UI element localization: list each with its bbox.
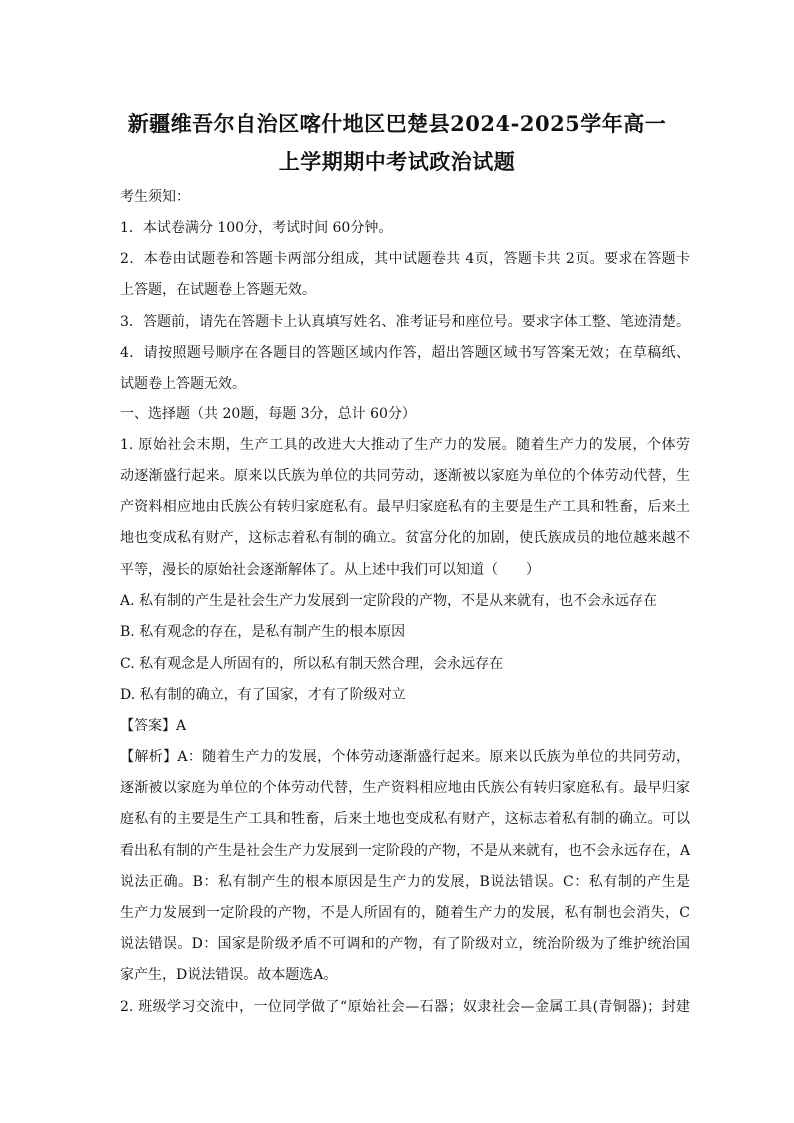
notice-line: 上答题，在试题卷上答题无效。 <box>120 282 316 298</box>
analysis-line: 逐渐被以家庭为单位的个体劳动代替，生产资料相应地由氏族公有转归家庭私有。最早归家 <box>120 780 690 796</box>
notice-line: 2．本卷由试题卷和答题卡两部分组成，其中试题卷共 4页，答题卡共 2页。要求在答题卡 <box>120 251 690 267</box>
question-stem-line: 地也变成私有财产，这标志着私有制的确立。贫富分化的加剧，使氏族成员的地位越来越不 <box>120 530 690 546</box>
question-stem-line: 平等，漫长的原始社会逐渐解体了。从上述中我们可以知道（ ） <box>120 562 540 578</box>
option-b: B. 私有观念的存在，是私有制产生的根本原因 <box>120 624 406 640</box>
question-stem-line: 2. 班级学习交流中，一位同学做了“原始社会—石器；奴隶社会—金属工具(青铜器)；封建 <box>120 999 690 1015</box>
option-c: C. 私有观念是人所固有的，所以私有制天然合理，会永远存在 <box>120 656 504 672</box>
analysis-line: 家产生，D说法错误。故本题选A。 <box>120 967 338 983</box>
notice-line: 试题卷上答题无效。 <box>120 376 246 392</box>
notice-heading: 考生须知： <box>120 189 190 205</box>
notice-line: 1．本试卷满分 100分，考试时间 60分钟。 <box>120 220 393 236</box>
analysis-line: 生产力发展到一定阶段的产物，不是人所固有的，随着生产力的发展，私有制也会消失，C <box>120 905 690 921</box>
section-heading: 一、选择题（共 20题，每题 3分，总计 60分） <box>120 406 416 422</box>
analysis-line: 看出私有制的产生是社会生产力发展到一定阶段的产物，不是从来就有，也不会永远存在，A <box>120 843 690 859</box>
analysis-line: 【解析】A：随着生产力的发展，个体劳动逐渐盛行起来。原来以氏族为单位的共同劳动， <box>120 749 690 765</box>
analysis-line: 说法错误。D：国家是阶级矛盾不可调和的产物，有了阶级对立，统治阶级为了维护统治国 <box>120 936 690 952</box>
question-stem-line: 1. 原始社会末期，生产工具的改进大大推动了生产力的发展。随着生产力的发展，个体劳 <box>120 437 690 453</box>
document-title-line-2: 上学期期中考试政治试题 <box>278 149 516 174</box>
option-a: A. 私有制的产生是社会生产力发展到一定阶段的产物，不是从来就有，也不会永远存在 <box>120 593 658 609</box>
notice-line: 3．答题前，请先在答题卡上认真填写姓名、准考证号和座位号。要求字体工整、笔迹清楚。 <box>120 314 690 330</box>
question-stem-line: 产资料相应地由氏族公有转归家庭私有。最早归家庭私有的主要是生产工具和牲畜，后来土 <box>120 499 690 515</box>
answer-line: 【答案】A <box>120 718 187 734</box>
notice-line: 4．请按照题号顺序在各题目的答题区域内作答，超出答题区域书写答案无效；在草稿纸、 <box>120 345 690 361</box>
document-title-line-1: 新疆维吾尔自治区喀什地区巴楚县2024-2025学年高一 <box>127 111 667 136</box>
option-d: D. 私有制的确立，有了国家，才有了阶级对立 <box>120 687 406 703</box>
analysis-line: 庭私有的主要是生产工具和牲畜，后来土地也变成私有财产，这标志着私有制的确立。可以 <box>120 811 690 827</box>
analysis-line: 说法正确。B：私有制产生的根本原因是生产力的发展，B说法错误。C：私有制的产生是 <box>120 874 690 890</box>
question-stem-line: 动逐渐盛行起来。原来以氏族为单位的共同劳动，逐渐被以家庭为单位的个体劳动代替，生 <box>120 468 690 484</box>
